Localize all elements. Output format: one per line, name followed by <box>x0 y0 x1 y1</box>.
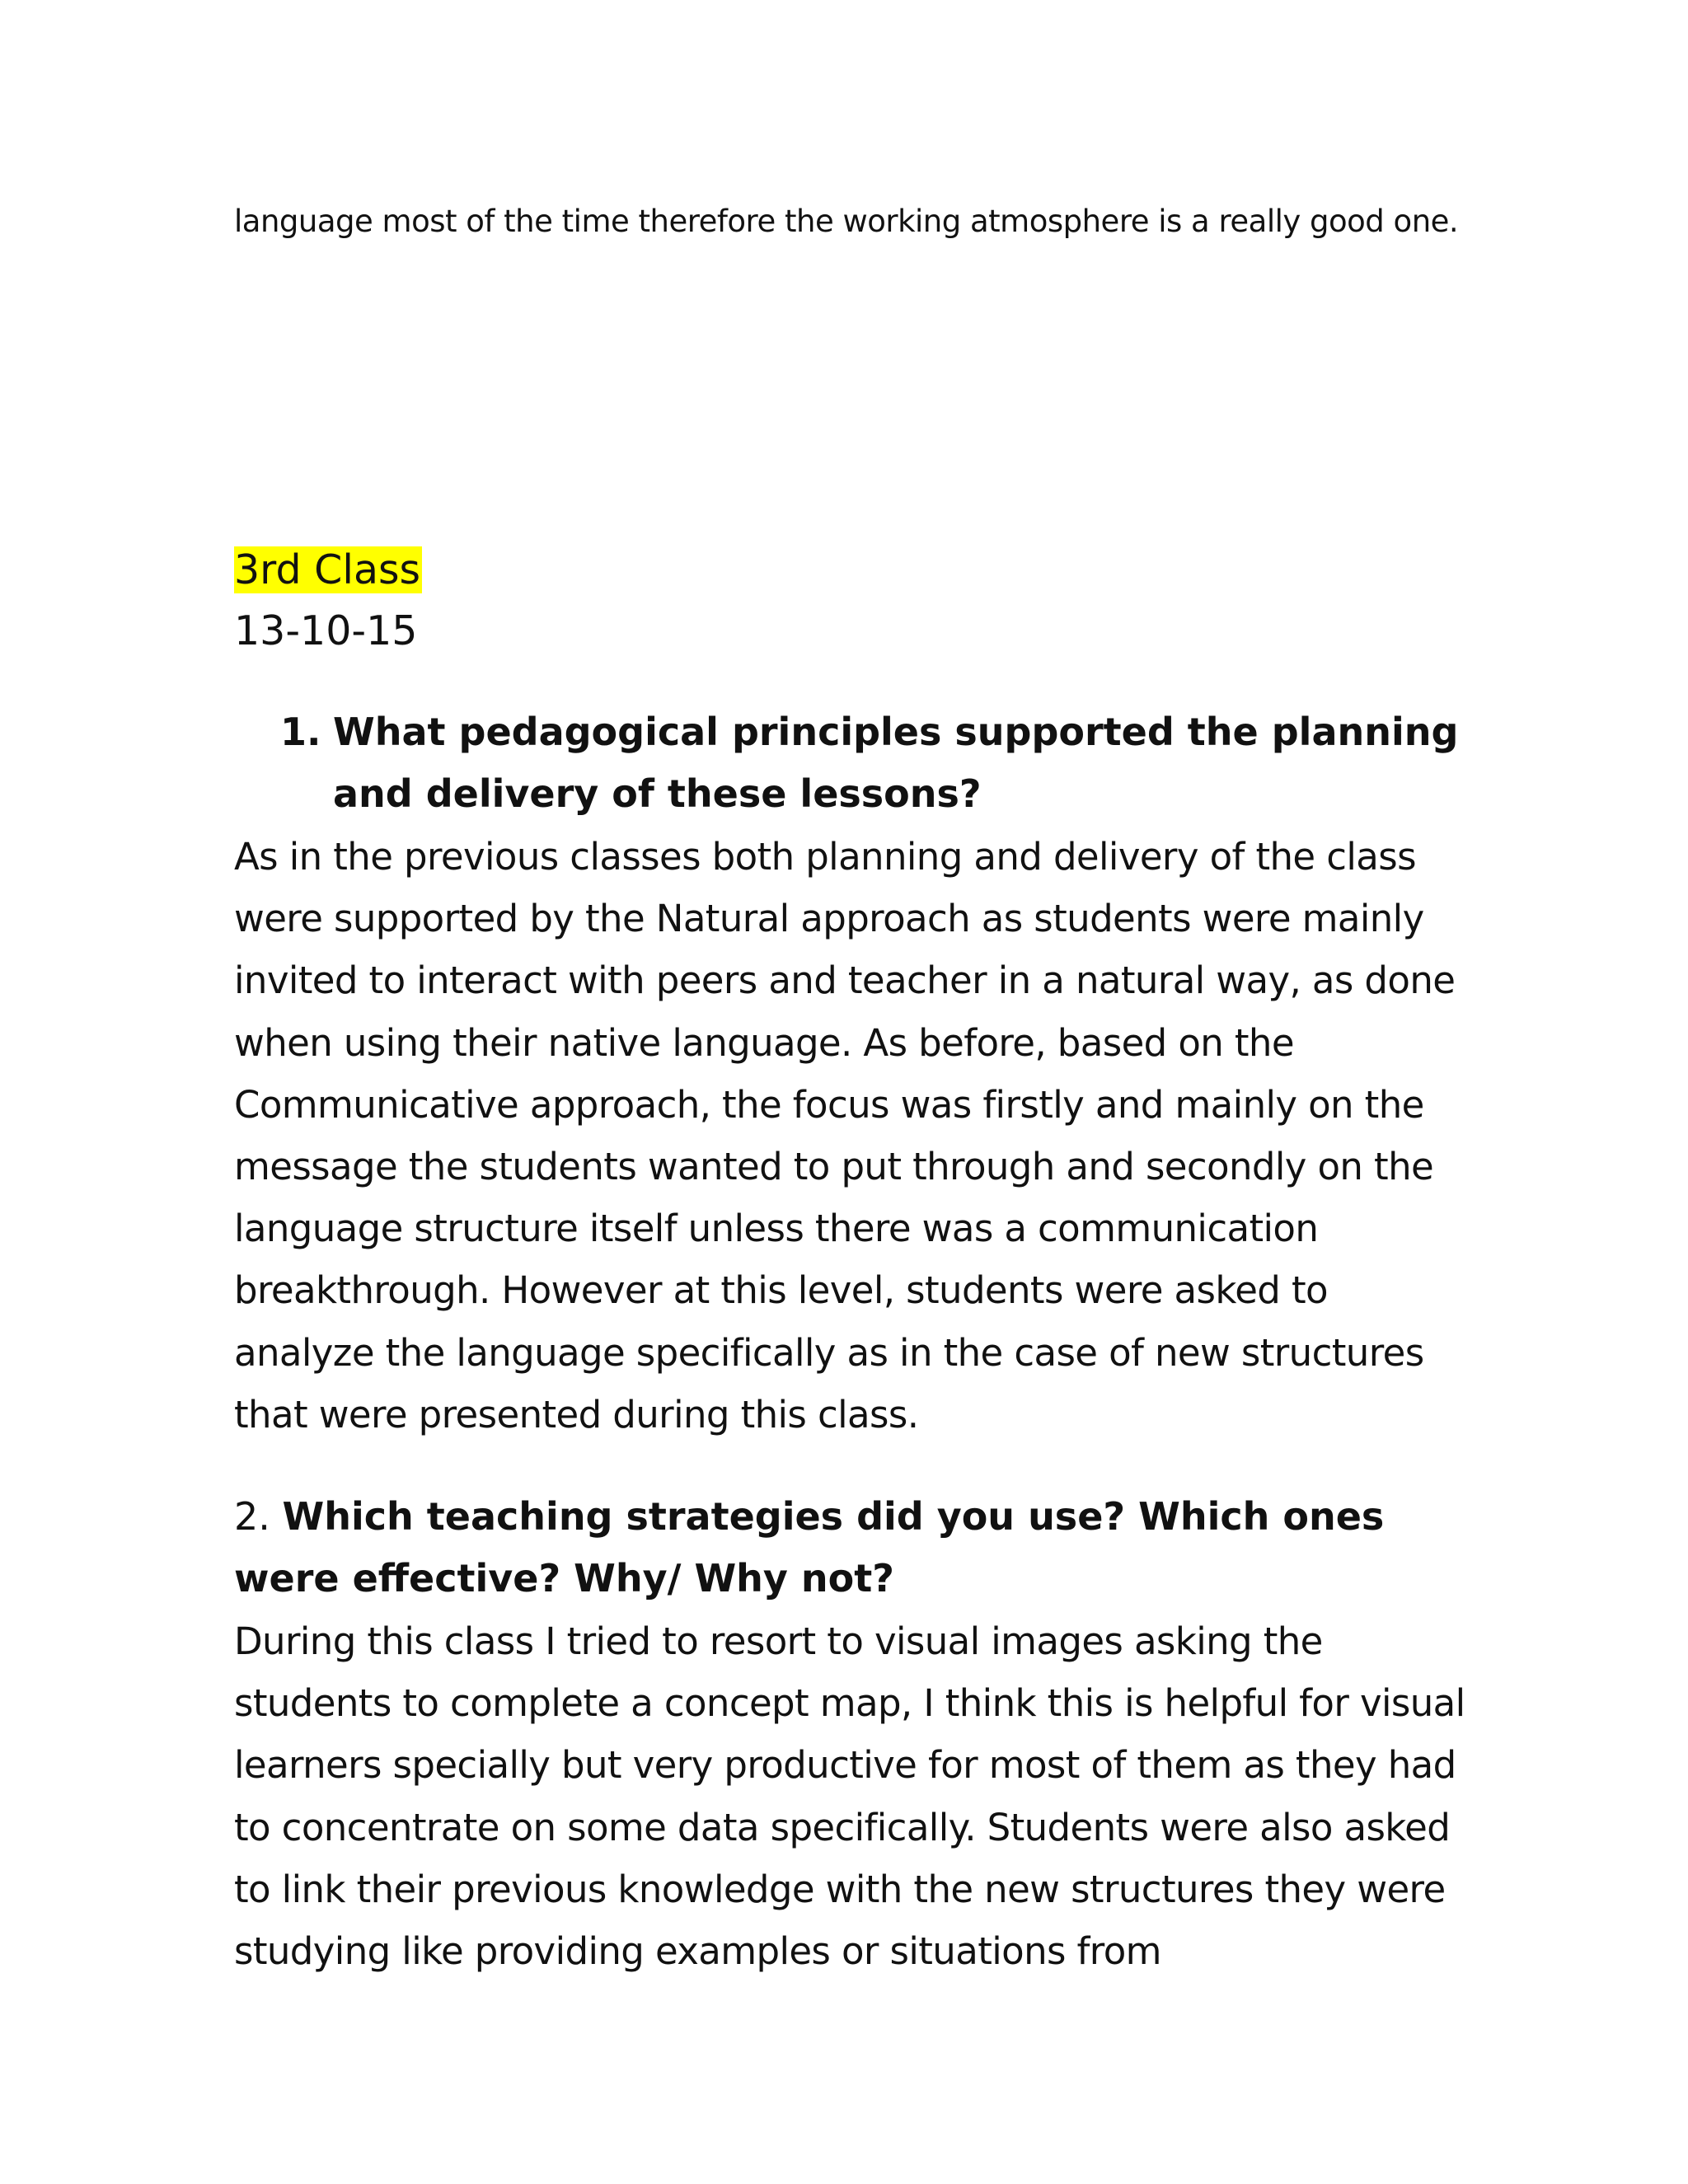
question-2-number: 2. <box>234 1494 270 1539</box>
question-2 <box>234 1486 1470 1610</box>
question-1-number: 1. <box>280 710 321 754</box>
intro-paragraph <box>234 194 1487 249</box>
question-1 <box>280 701 1492 825</box>
class-heading <box>234 540 422 601</box>
question-2-text: Which teaching strategies did you use? Which ones were effective? Why/ Why not? <box>234 1494 1385 1601</box>
question-1-text: What pedagogical principles supported the planning and delivery of these lessons? <box>333 710 1459 816</box>
class-date: 13-10-15 <box>234 607 418 654</box>
class-heading-label: 3rd Class <box>234 546 421 593</box>
answer-1: As in the previous classes both planning and delivery of the class were supported by the Natural approach as students were mainly invited to interact with peers and teacher in a natural way, as done when using their native language. As before, based on the Communicative approach, the focus was firstly and mainly on the message the students wanted to put through and secondly on the language structure itself unless there was a communication breakthrough. However at this level, students were asked to analyze the language specifically as in the case of new structures that were presented during this class. <box>234 835 1456 1436</box>
intro-text: language most of the time therefore the working atmosphere is a really good one. <box>234 204 1459 239</box>
answer-2: During this class I tried to resort to visual images asking the students to complete a concept map, I think this is helpful for visual learners specially but very productive for most of them as they had to concentrate on some data specifically. Students were also asked to link their previous knowledge with the new structures they were studying like providing examples or situations from <box>234 1619 1465 1974</box>
